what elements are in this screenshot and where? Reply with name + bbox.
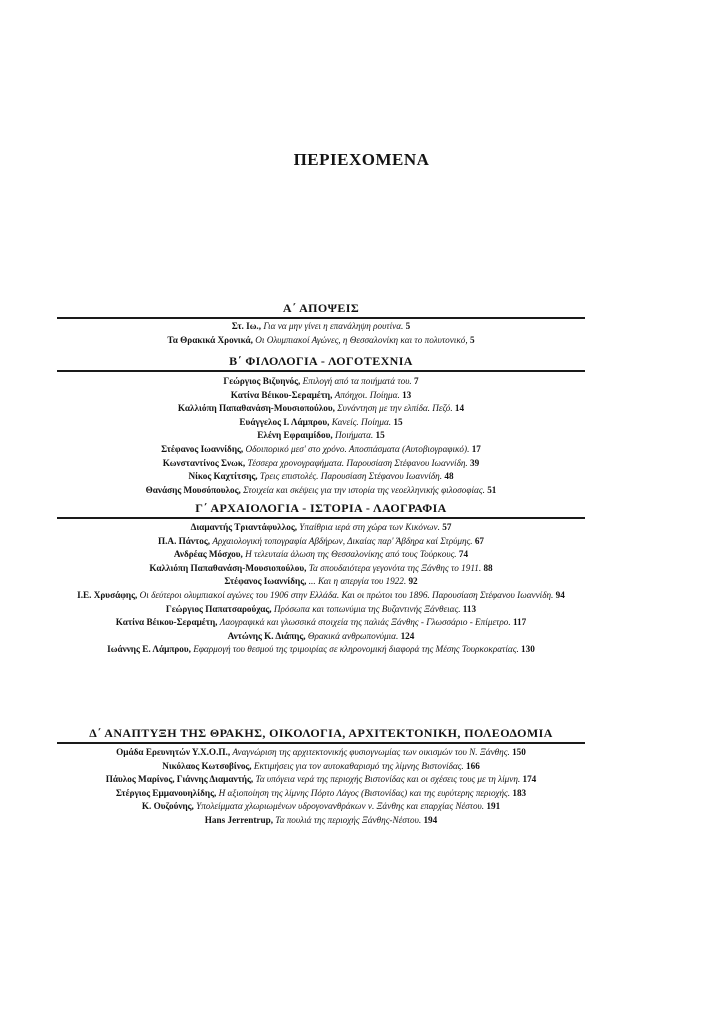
- entry-author: Ιωάννης Ε. Λάμπρου,: [107, 644, 191, 655]
- entry-page: 191: [486, 801, 501, 812]
- entry-title: Θρακικά ανθρωπονύμια.: [307, 630, 399, 641]
- entry-author: Καλλιόπη Παπαθανάση-Μουσιοπούλου,: [177, 403, 335, 414]
- entry-title: Υπαίθρια ιερά στη χώρα των Κικόνων.: [299, 522, 440, 532]
- toc-entry: [57, 416, 585, 430]
- toc-entry: [57, 535, 585, 549]
- entry-page: 124: [400, 630, 415, 641]
- entry-page: 113: [462, 603, 477, 614]
- entry-author: Γεώργιος Παπατσαρούχας,: [165, 603, 272, 614]
- entry-title: Κανείς. Ποίημα.: [331, 416, 392, 427]
- entry-author: Κ. Ουζούνης,: [141, 801, 194, 812]
- entry-author: Ευάγγελος Ι. Λάμπρου,: [239, 416, 330, 427]
- entry-page: 14: [454, 403, 465, 414]
- toc-entry: [57, 814, 585, 828]
- entry-author: Κατίνα Βέικου-Σεραμέτη,: [230, 389, 333, 400]
- entry-page: 51: [487, 484, 497, 495]
- entry-title: Τα πουλιά της περιοχής Ξάνθης-Νέστου.: [275, 814, 422, 825]
- entry-author: Ομάδα Ερευνητών Υ.Χ.Ο.Π.,: [116, 747, 231, 757]
- entry-title: Οδοιπορικό μεσ' στο χρόνο. Αποσπάσματα (Αυτοβιογραφικό).: [245, 443, 470, 454]
- entry-title: Τα σπουδαιότερα γεγονότα της Ξάνθης το 1911.: [308, 562, 482, 573]
- toc-entry: [57, 773, 585, 787]
- section-title: Α΄ ΑΠΟΨΕΙΣ: [282, 301, 360, 315]
- entry-title: Τα υπόγεια νερά της περιοχής Βιστονίδας και οι σχέσεις τους με τη λίμνη.: [255, 774, 521, 785]
- toc-entry: [57, 375, 585, 389]
- toc-entry: [57, 484, 585, 498]
- entry-title: Εφαρμογή του θεσμού της τριμοιρίας σε κληρονομική διαφορά της Μέσης Τουρκοκρατίας.: [193, 644, 519, 655]
- toc-entry: [57, 589, 585, 603]
- toc-entry: [57, 548, 585, 562]
- toc-entry: [57, 562, 585, 576]
- toc-entry: [57, 402, 585, 416]
- entry-page: 7: [414, 376, 419, 386]
- section-heading-b: [57, 354, 585, 372]
- entry-author: Στέφανος Ιωαννίδης,: [224, 576, 307, 587]
- section-entries-d: [57, 746, 585, 828]
- toc-entry: [57, 643, 585, 657]
- entry-page: 57: [442, 522, 452, 532]
- entry-title: Λαογραφικά και γλωσσικά στοιχεία της παλιάς Ξάνθης - Γλωσσάριο - Επίμετρο.: [219, 617, 511, 628]
- entry-page: 5: [405, 321, 411, 331]
- section-entries-c: [57, 521, 585, 657]
- section-rule: [57, 742, 585, 744]
- entry-author: Νίκος Καχτίτσης,: [188, 471, 258, 482]
- entry-title: Αναγνώριση της αρχιτεκτονικής φυσιογνωμίας των οικισμών του Ν. Ξάνθης.: [232, 747, 510, 757]
- entry-author: Στέργιος Εμμανουηλίδης,: [115, 787, 217, 798]
- page-title: ΠΕΡΙΕΧΟΜΕΝΑ: [293, 150, 430, 169]
- entry-title: Ποιήματα.: [335, 430, 374, 441]
- entry-title: Επιλογή από τα ποιήματά του.: [302, 376, 412, 386]
- section-rule: [57, 370, 585, 372]
- toc-entry: [57, 429, 585, 443]
- toc-entry: [57, 389, 585, 403]
- entry-page: 92: [408, 576, 418, 587]
- section-heading-c: [57, 501, 585, 519]
- entry-page: 94: [555, 589, 565, 600]
- entry-author: Ελένη Εφραιμίδου,: [257, 430, 333, 441]
- entry-title: ... Και η απεργία του 1922.: [308, 576, 407, 587]
- entry-page: 166: [466, 760, 480, 771]
- entry-author: Θανάσης Μουσόπουλος,: [145, 484, 241, 495]
- entry-page: 15: [393, 416, 403, 427]
- entry-page: 15: [375, 430, 385, 441]
- toc-entry: [57, 760, 585, 774]
- entry-page: 5: [469, 334, 475, 345]
- entry-title: Πρόσωπα και τοπωνύμια της Βυζαντινής Ξάνθειας.: [273, 603, 461, 614]
- entry-page: 67: [474, 535, 485, 546]
- toc-entry: [57, 443, 585, 457]
- section-title: Γ΄ ΑΡΧΑΙΟΛΟΓΙΑ - ΙΣΤΟΡΙΑ - ΛΑΟΓΡΑΦΙΑ: [195, 501, 447, 515]
- entry-author: Κατίνα Βέικου-Σεραμέτη,: [115, 617, 218, 628]
- entry-author: Στέφανος Ιωαννίδης,: [161, 443, 244, 454]
- entry-title: Για να μην γίνει η επανάληψη ρουτίνα.: [263, 321, 404, 331]
- toc-entry: [57, 630, 585, 644]
- toc-entry: [57, 521, 585, 535]
- entry-title: Οι δεύτεροι ολυμπιακοί αγώνες του 1906 στην Ελλάδα. Και οι πρώτοι του 1896. Παρουσίαση Στέφανου Ιωαννίδη.: [139, 589, 554, 600]
- entry-page: 74: [458, 549, 469, 560]
- section-heading-d: [57, 726, 585, 744]
- entry-title: Οι Ολυμπιακοί Αγώνες, η Θεσσαλονίκη και το πολυτονικό,: [255, 334, 468, 345]
- entry-author: Διαμαντής Τριαντάφυλλος,: [190, 522, 297, 532]
- section-rule: [57, 517, 585, 519]
- toc-entry: [57, 616, 585, 630]
- entry-title: Τρεις επιστολές. Παρουσίαση Στέφανου Ιωαννίδη.: [259, 471, 443, 482]
- entry-page: 117: [512, 617, 527, 628]
- entry-author: Τα Θρακικά Χρονικά,: [167, 334, 253, 345]
- toc-entry: [57, 470, 585, 484]
- entry-page: 130: [521, 644, 535, 655]
- entry-page: 174: [522, 774, 537, 785]
- entry-title: Η τελευταία άλωση της Θεσσαλονίκης από τους Τούρκους.: [245, 549, 457, 560]
- section-heading-a: [57, 301, 585, 319]
- entry-page: 150: [512, 747, 526, 757]
- entry-page: 88: [483, 562, 493, 573]
- section-rule: [57, 317, 585, 319]
- entry-author: Καλλιόπη Παπαθανάση-Μουσιοπούλου,: [149, 562, 307, 573]
- section-entries-a: [57, 320, 585, 347]
- entry-author: Ανδρέας Μόσχου,: [173, 549, 243, 560]
- entry-author: Στ. Ιω.,: [231, 321, 262, 331]
- entry-page: 17: [471, 443, 481, 454]
- entry-title: Στοιχεία και σκέψεις για την ιστορία της νεοελληνικής φιλοσοφίας.: [243, 484, 485, 495]
- toc-entry: [57, 746, 585, 760]
- entry-title: Τέσσερα χρονογραφήματα. Παρουσίαση Στέφανου Ιωαννίδη.: [247, 457, 468, 468]
- entry-page: 194: [423, 814, 438, 825]
- entry-author: Ι.Ε. Χρυσάφης,: [77, 589, 138, 600]
- toc-entry: [57, 787, 585, 801]
- toc-entry: [57, 457, 585, 471]
- entry-title: Απόηχοι. Ποίημα.: [334, 389, 400, 400]
- entry-author: Αντώνης Κ. Διάπης,: [227, 630, 306, 641]
- entry-author: Π.Α. Πάντος,: [157, 535, 211, 546]
- entry-title: Υπολείμματα χλωριωμένων υδρογονανθράκων ν. Ξάνθης και επαρχίας Νέστου.: [196, 801, 485, 812]
- entry-page: 39: [470, 457, 480, 468]
- entry-author: Κωνσταντίνος Σνωκ,: [162, 457, 246, 468]
- section-title: Δ΄ ΑΝΑΠΤΥΞΗ ΤΗΣ ΘΡΑΚΗΣ, ΟΙΚΟΛΟΓΙΑ, ΑΡΧΙΤΕΚΤΟΝΙΚΗ, ΠΟΛΕΟΔΟΜΙΑ: [89, 726, 553, 740]
- entry-page: 183: [512, 787, 527, 798]
- entry-author: Νικόλαος Κωτσοβίνος,: [162, 760, 252, 771]
- toc-entry: [57, 603, 585, 617]
- entry-author: Γεώργιος Βιζυηνός,: [223, 376, 301, 386]
- toc-entry: [57, 800, 585, 814]
- entry-title: Συνάντηση με την ελπίδα. Πεζό.: [337, 403, 453, 414]
- entry-page: 13: [402, 389, 412, 400]
- section-entries-b: [57, 375, 585, 497]
- toc-entry: [57, 575, 585, 589]
- toc-entry: [57, 334, 585, 348]
- entry-title: Η αξιοποίηση της λίμνης Πόρτο Λάγος (Βιστονίδας) και της ευρύτερης περιοχής.: [218, 787, 511, 798]
- toc-entry: [57, 320, 585, 334]
- section-title: Β΄ ΦΙΛΟΛΟΓΙΑ - ΛΟΓΟΤΕΧΝΙΑ: [229, 354, 413, 368]
- entry-title: Εκτιμήσεις για τον αυτοκαθαρισμό της λίμνης Βιστονίδας.: [253, 760, 464, 771]
- entry-author: Hans Jerrentrup,: [204, 814, 273, 825]
- entry-author: Πάυλος Μαρίνος, Γιάννης Διαμαντής,: [105, 774, 254, 785]
- entry-title: Αρχαιολογική τοπογραφία Αβδήρων, Δικαίας παρ' Άβδηρα καί Στρύμης.: [212, 535, 473, 546]
- entry-page: 48: [444, 471, 454, 482]
